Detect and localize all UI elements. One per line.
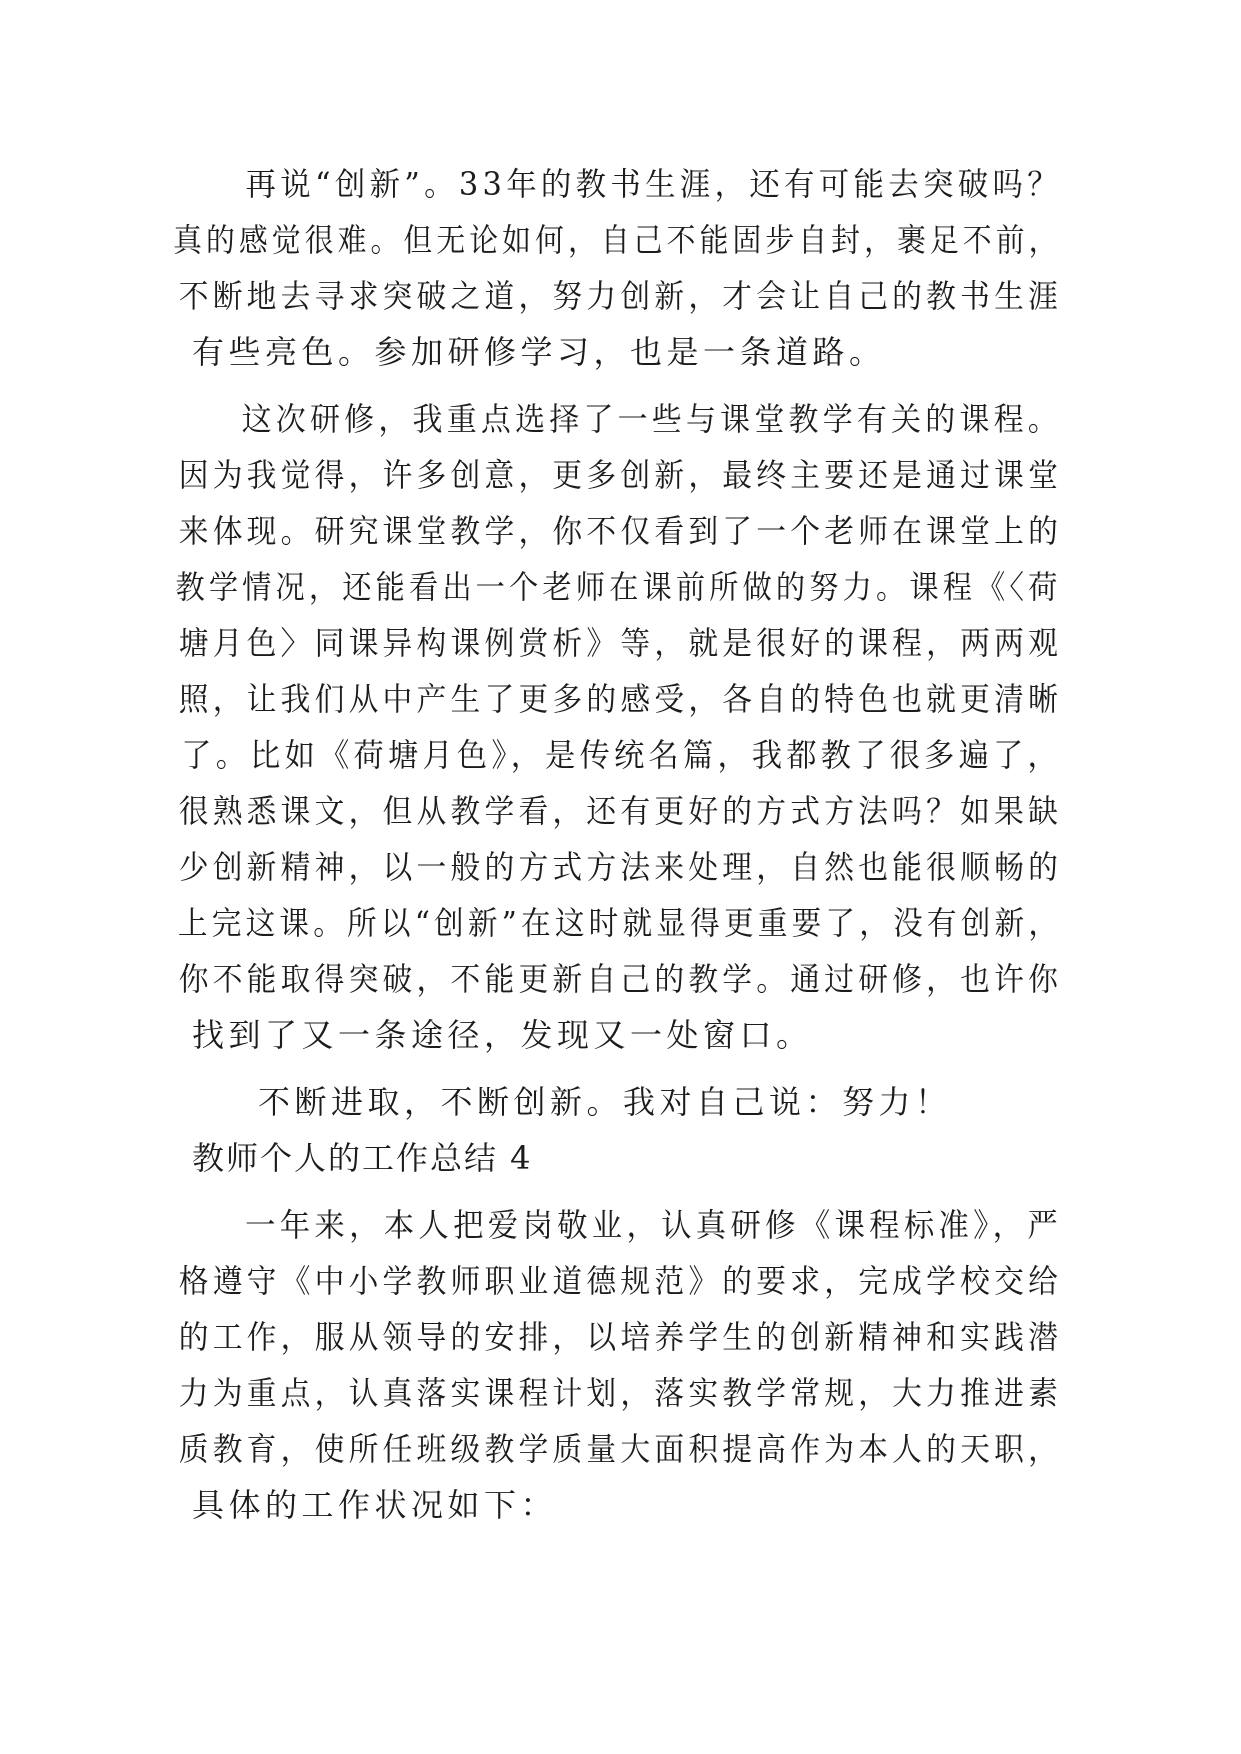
paragraph-1-line-1: 再说“创新”。33年的教书生涯，还有可能去突破吗？ — [245, 165, 1062, 203]
paragraph-2-line-2: 因为我觉得，许多创意，更多创新，最终主要还是通过课堂 — [178, 456, 1063, 494]
section-paragraph-line-3: 的工作，服从领导的安排，以培养学生的创新精神和实践潜 — [178, 1318, 1063, 1356]
section-title: 教师个人的工作总结 4 — [192, 1139, 533, 1177]
paragraph-2-line-12: 找到了又一条途径，发现又一处窗口。 — [192, 1016, 813, 1054]
paragraph-2-line-6: 照，让我们从中产生了更多的感受，各自的特色也就更清晰 — [178, 680, 1063, 718]
paragraph-2-line-4: 教学情况，还能看出一个老师在课前所做的努力。课程《〈荷 — [175, 568, 1062, 606]
section-paragraph-line-5: 质教育，使所任班级教学质量大面积提高作为本人的天职， — [178, 1430, 1063, 1468]
paragraph-3-line-1: 不断进取，不断创新。我对自己说：努力！ — [258, 1083, 952, 1121]
paragraph-2-line-9: 少创新精神，以一般的方式方法来处理，自然也能很顺畅的 — [178, 848, 1063, 886]
paragraph-2-line-10: 上完这课。所以“创新”在这时就显得更重要了，没有创新， — [177, 904, 1063, 942]
paragraph-2-line-8: 很熟悉课文，但从教学看，还有更好的方式方法吗？如果缺 — [178, 792, 1063, 830]
section-paragraph-line-4: 力为重点，认真落实课程计划，落实教学常规，大力推进素 — [178, 1374, 1063, 1412]
paragraph-2-line-3: 来体现。研究课堂教学，你不仅看到了一个老师在课堂上的 — [178, 512, 1063, 550]
paragraph-2-line-11: 你不能取得突破，不能更新自己的教学。通过研修，也许你 — [178, 960, 1063, 998]
section-paragraph-line-6: 具体的工作状况如下： — [192, 1486, 558, 1524]
paragraph-1-line-2: 真的感觉很难。但无论如何，自己不能固步自封，裹足不前， — [173, 221, 1062, 259]
paragraph-2-line-5: 塘月色〉同课异构课例赏析》等，就是很好的课程，两两观 — [178, 624, 1063, 662]
paragraph-2-line-1: 这次研修，我重点选择了一些与课堂教学有关的课程。 — [241, 400, 1063, 438]
paragraph-2-line-7: 了。比如《荷塘月色》，是传统名篇，我都教了很多遍了， — [181, 736, 1063, 774]
paragraph-1-line-4: 有些亮色。参加研修学习，也是一条道路。 — [192, 333, 886, 371]
section-paragraph-line-2: 格遵守《中小学教师职业道德规范》的要求，完成学校交给 — [178, 1262, 1063, 1300]
section-paragraph-line-1: 一年来，本人把爱岗敬业，认真研修《课程标准》，严 — [245, 1206, 1063, 1244]
paragraph-1-line-3: 不断地去寻求突破之道，努力创新，才会让自己的教书生涯 — [178, 277, 1063, 315]
